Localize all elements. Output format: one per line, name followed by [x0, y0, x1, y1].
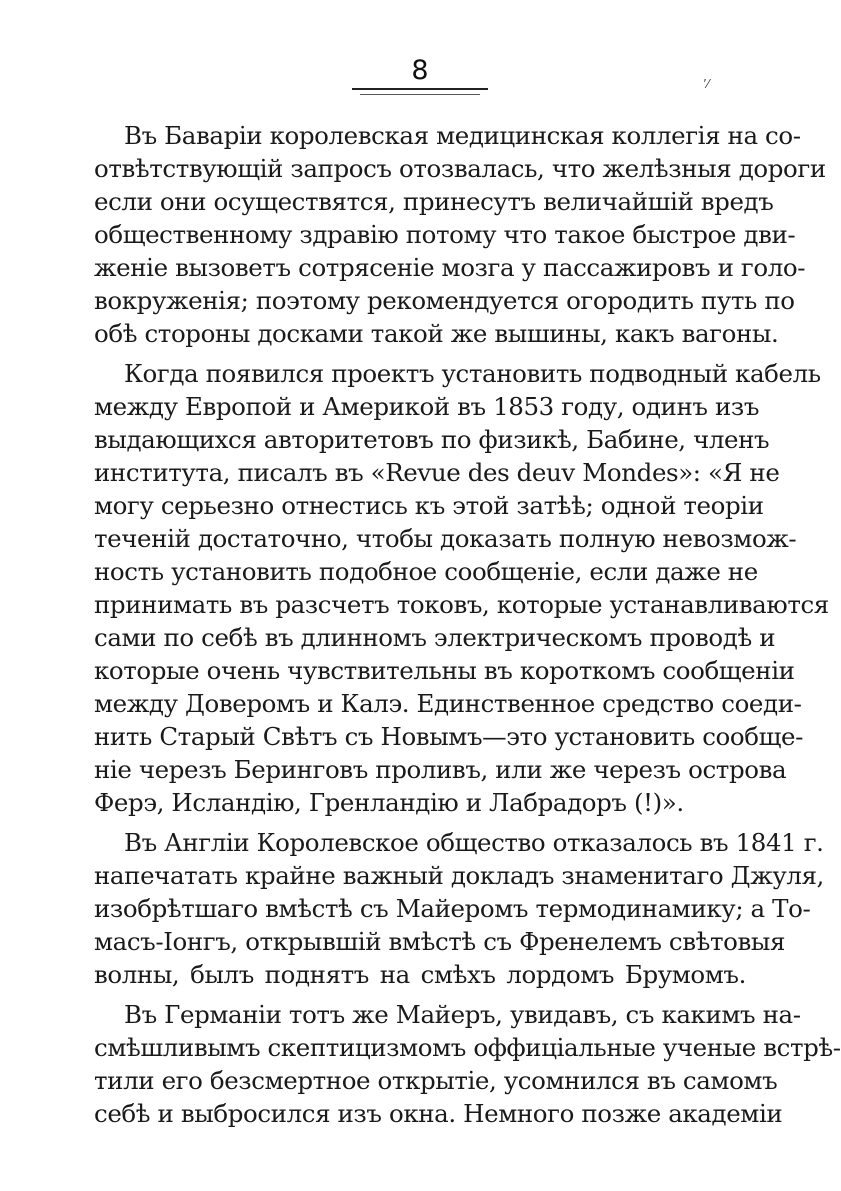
text-line: нить Старый Свѣтъ съ Новымъ—это установить сообще-	[94, 722, 803, 751]
text-line: ніе черезъ Беринговъ проливъ, или же черезъ острова	[94, 755, 787, 784]
print-speck: ’⁄	[703, 77, 709, 91]
paragraph-gap	[94, 350, 746, 357]
paragraph-2	[94, 357, 829, 819]
text-line: отвѣтствующій запросъ отозвалась, что желѣзныя дороги	[94, 154, 826, 183]
text-line: института, писалъ въ «Revue des deuv Mondes»: «Я не	[94, 458, 780, 487]
header-rule-thin	[360, 94, 480, 95]
text-line: напечатать крайне важный докладъ знаменитаго Джуля,	[94, 861, 824, 890]
text-line: Когда появился проектъ установить подводный кабель	[124, 359, 821, 388]
text-line: изобрѣтшаго вмѣстѣ съ Майеромъ термодинамику; а То-	[94, 894, 811, 923]
paragraph-4	[94, 998, 841, 1130]
body-text	[94, 119, 841, 1130]
text-line: если они осуществятся, принесутъ величайшій вредъ	[94, 187, 774, 216]
text-line: вокруженія; поэтому рекомендуется огородить путь по	[94, 286, 795, 315]
text-line: себѣ и выбросился изъ окна. Немного позже академіи	[94, 1099, 783, 1128]
text-line: принимать въ разсчетъ токовъ, которые устанавливаются	[94, 590, 829, 619]
text-line: Въ Германіи тотъ же Майеръ, увидавъ, съ какимъ на-	[124, 1000, 801, 1029]
paragraph-1	[94, 119, 826, 350]
text-line: Ферэ, Исландію, Гренландію и Лабрадоръ (!)».	[94, 788, 684, 817]
text-line: выдающихся авторитетовъ по физикѣ, Бабине, членъ	[94, 425, 770, 454]
text-line: между Доверомъ и Калэ. Единственное средство соеди-	[94, 689, 802, 718]
text-line: сами по себѣ въ длинномъ электрическомъ проводѣ и	[94, 623, 776, 652]
paragraph-gap	[94, 819, 746, 826]
text-line: тили его безсмертное открытіе, усомнился въ самомъ	[94, 1066, 778, 1095]
text-line: женіе вызоветъ сотрясеніе мозга у пассажировъ и голо-	[94, 253, 806, 282]
paragraph-3	[94, 826, 824, 991]
text-line: которые очень чувствительны въ короткомъ сообщеніи	[94, 656, 795, 685]
text-line: масъ-Іонгъ, открывшій вмѣстѣ съ Френелемъ свѣтовыя	[94, 927, 786, 956]
text-line: теченій достаточно, чтобы доказать полную невозмож-	[94, 524, 797, 553]
page-number: 8	[411, 55, 429, 86]
text-line: общественному здравію потому что такое быстрое дви-	[94, 220, 796, 249]
text-line: ность установить подобное сообщеніе, если даже не	[94, 557, 758, 586]
text-line: смѣшливымъ скептицизмомъ оффиціальные ученые встрѣ-	[94, 1033, 841, 1062]
text-line: обѣ стороны досками такой же вышины, какъ вагоны.	[94, 319, 779, 348]
text-line: могу серьезно отнестись къ этой затѣѣ; одной теоріи	[94, 491, 764, 520]
text-line: Въ Баваріи королевская медицинская коллегія на со-	[124, 121, 801, 150]
text-line: между Европой и Америкой въ 1853 году, одинъ изъ	[94, 392, 760, 421]
paragraph-gap	[94, 991, 746, 998]
text-line: Въ Англіи Королевское общество отказалось въ 1841 г.	[124, 828, 824, 857]
text-line: волны, былъ поднятъ на смѣхъ лордомъ Брумомъ.	[94, 960, 746, 989]
header-rule	[352, 88, 488, 90]
